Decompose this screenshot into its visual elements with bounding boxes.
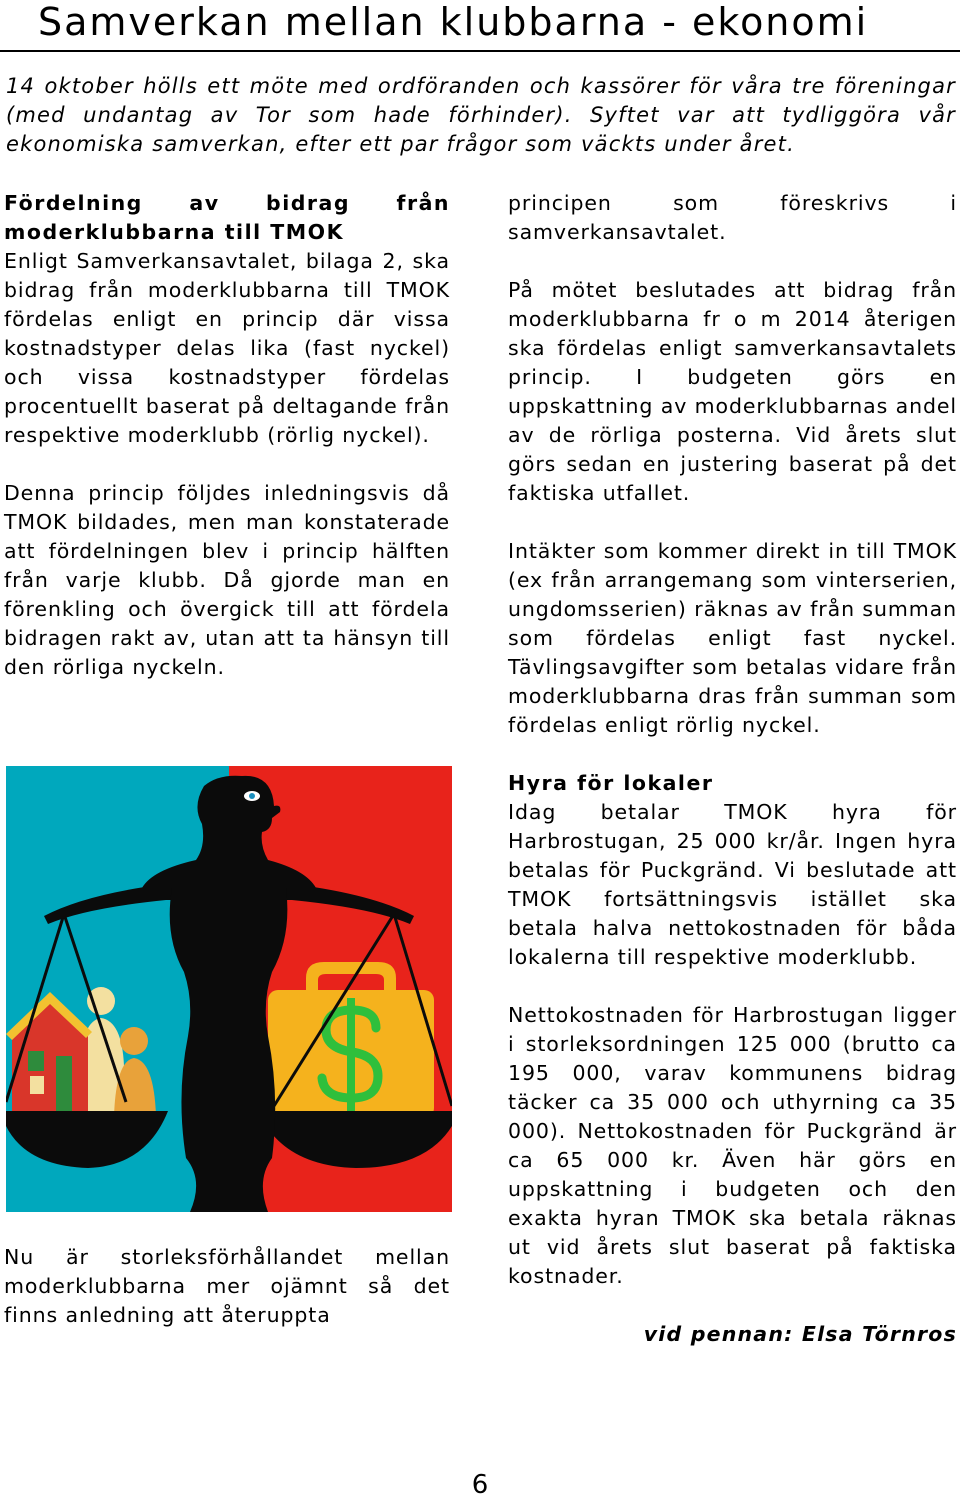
paragraph-intakter: Intäkter som kommer direkt in till TMOK (ex från arrangemang som vinterserien, ungdomsserien) räknas av från summan som fördelas enligt fast nyckel. Tävlingsavgifter som betalas vidare från moderklubbarna dras från summan som fördelas enligt rörlig nyckel.: [508, 539, 957, 737]
paragraph-storleksforhallandet: Nu är storleksförhållandet mellan moderklubbarna mer ojämnt så det finns anledning att återuppta: [4, 1245, 450, 1327]
left-column-continued: [4, 1243, 450, 1330]
paragraph-samverkansavtalet: Enligt Samverkansavtalet, bilaga 2, ska bidrag från moderklubbarna till TMOK fördelas enligt en princip där vissa kostnadstyper delas lika (fast nyckel) och vissa kostnadstyper fördelas procentuellt baserat på deltagande från respektive moderklubb (rörlig nyckel).: [4, 249, 450, 447]
section-heading-bidrag: Fördelning av bidrag från moderklubbarna till TMOK: [4, 191, 450, 244]
author-byline: vid pennan: Elsa Törnros: [643, 1322, 957, 1346]
scales-of-justice-illustration: [6, 766, 452, 1212]
left-column: [4, 189, 450, 682]
section-hyra: [508, 769, 957, 972]
paragraph-principen: principen som föreskrivs i samverkansavtalet.: [508, 191, 957, 244]
page-title: Samverkan mellan klubbarna - ekonomi: [38, 0, 869, 44]
right-column: [508, 189, 957, 1291]
page-number: 6: [471, 1470, 489, 1500]
paragraph-nettokostnaden: Nettokostnaden för Harbrostugan ligger i storleksordningen 125 000 (brutto ca 195 000, varav kommunens bidrag täcker ca 35 000 och uthyrning ca 35 000). Nettokostnaden för Puckgränd är ca 65 000 kr. Även här görs en uppskattning i budgeten och den exakta hyran TMOK ska betala räknas ut vid årets slut baserat på faktiska kostnader.: [508, 1003, 957, 1288]
title-divider: [0, 50, 960, 52]
paragraph-idag-betalar: Idag betalar TMOK hyra för Harbrostugan, 25 000 kr/år. Ingen hyra betalas för Puckgränd. Vi beslutade att TMOK fortsättningsvis istället ska betala halva nettokostnaden för båda lokalerna till respektive moderklubb.: [508, 800, 957, 969]
section-bidrag: [4, 189, 450, 450]
paragraph-motet-beslutades: På mötet beslutades att bidrag från moderklubbarna fr o m 2014 återigen ska fördelas enligt samverkansavtalets princip. I budgeten görs en uppskattning av moderklubbarnas andel av de rörliga posterna. Vid årets slut görs sedan en justering baserat på det faktiska utfallet.: [508, 278, 957, 505]
intro-paragraph: 14 oktober hölls ett möte med ordföranden och kassörer för våra tre föreningar (med undantag av Tor som hade förhinder). Syftet var att tydliggöra vår ekonomiska samverkan, efter ett par frågor som väckts under året.: [6, 74, 956, 156]
paragraph-princip-foljdes: Denna princip följdes inledningsvis då TMOK bildades, men man konstaterade att fördelningen blev i princip hälften från varje klubb. Då gjorde man en förenkling och övergick till att fördela bidragen rakt av, utan att ta hänsyn till den rörliga nyckeln.: [4, 481, 450, 679]
section-heading-hyra: Hyra för lokaler: [508, 771, 714, 795]
